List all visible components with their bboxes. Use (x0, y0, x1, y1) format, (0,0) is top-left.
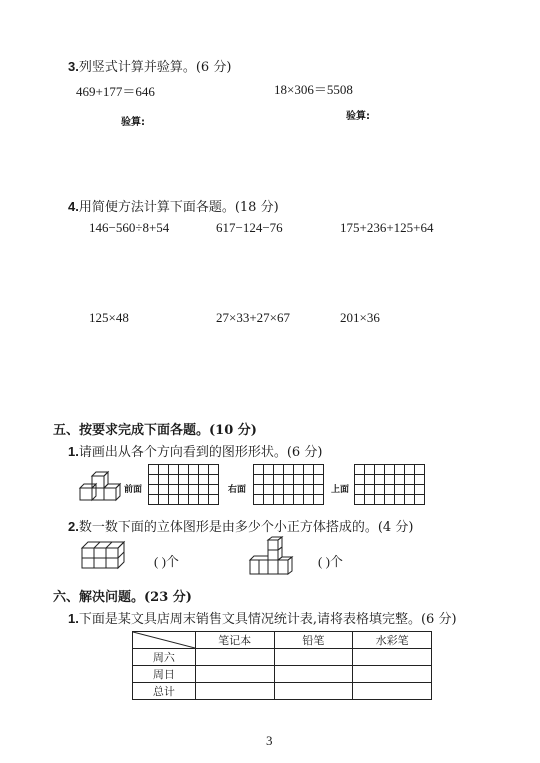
sales-stats-table (132, 631, 432, 700)
q4-problem-4: 125×48 (89, 310, 129, 325)
count-answer-blank-2[interactable]: ( )个 (318, 554, 343, 569)
q4-text: 用简便方法计算下面各题。(18 分) (78, 200, 279, 215)
table-header-watercolor-pen: 水彩笔 (353, 632, 432, 649)
q4-problem-6: 201×36 (340, 310, 380, 325)
cube-figure-count-2 (248, 536, 296, 576)
sec6-q1-text: 下面是某文具店周末销售文具情况统计表,请将表格填完整。(6 分) (78, 612, 457, 627)
sec6-q1-number: 1. (68, 611, 79, 626)
cube-figure-views (78, 470, 124, 504)
table-header-notebook: 笔记本 (195, 632, 274, 649)
sec5-q2-text: 数一数下面的立体图形是由多少个小正方体搭成的。(4 分) (78, 520, 414, 535)
q4-number: 4. (68, 199, 79, 214)
page-number: 3 (266, 733, 273, 748)
table-row-label-total: 总计 (133, 683, 196, 700)
table-row (133, 683, 432, 700)
table-row (133, 649, 432, 666)
table-cell[interactable] (195, 683, 274, 700)
table-corner-cell (133, 632, 196, 649)
section-5-title: 五、按要求完成下面各题。(10 分) (53, 423, 257, 438)
table-header-row (133, 632, 432, 649)
table-cell[interactable] (353, 683, 432, 700)
view-label-front: 前面 (124, 485, 143, 495)
count-answer-blank-1[interactable]: ( )个 (154, 554, 179, 569)
sec5-q1-text: 请画出从各个方向看到的图形形状。(6 分) (78, 445, 323, 460)
diagonal-line-icon (133, 632, 195, 648)
sec5-q1-title (68, 441, 322, 460)
q3-check-label-1: 验算: (121, 117, 145, 128)
grid-front[interactable] (148, 464, 219, 505)
table-cell[interactable] (353, 649, 432, 666)
q3-expression-2: 18×306＝5508 (274, 82, 353, 97)
q4-problem-2: 617−124−76 (216, 220, 283, 235)
grid-top[interactable] (354, 464, 425, 505)
q4-problem-3: 175+236+125+64 (340, 220, 434, 235)
table-cell[interactable] (274, 649, 353, 666)
sec6-q1-title (68, 608, 457, 627)
q3-title (68, 56, 231, 75)
table-row-label-saturday: 周六 (133, 649, 196, 666)
table-header-pencil: 铅笔 (274, 632, 353, 649)
table-cell[interactable] (353, 666, 432, 683)
table-cell[interactable] (195, 649, 274, 666)
view-label-right: 右面 (228, 485, 247, 495)
cube-figure-count-1 (80, 540, 130, 570)
q3-expression-1: 469+177＝646 (76, 84, 155, 99)
table-cell[interactable] (274, 683, 353, 700)
q4-problem-1: 146−560÷8+54 (89, 220, 170, 235)
grid-right[interactable] (253, 464, 324, 505)
q4-problem-5: 27×33+27×67 (216, 310, 290, 325)
table-cell[interactable] (274, 666, 353, 683)
sec5-q1-number: 1. (68, 444, 79, 459)
sec5-q2-number: 2. (68, 519, 79, 534)
section-6-title: 六、解决问题。(23 分) (53, 590, 192, 605)
q3-number: 3. (68, 59, 79, 74)
sec5-q2-title (68, 516, 413, 535)
view-label-top: 上面 (331, 485, 350, 495)
table-row (133, 666, 432, 683)
table-row-label-sunday: 周日 (133, 666, 196, 683)
q4-title (68, 196, 279, 215)
q3-text: 列竖式计算并验算。(6 分) (78, 60, 232, 75)
table-cell[interactable] (195, 666, 274, 683)
q3-check-label-2: 验算: (346, 111, 370, 122)
